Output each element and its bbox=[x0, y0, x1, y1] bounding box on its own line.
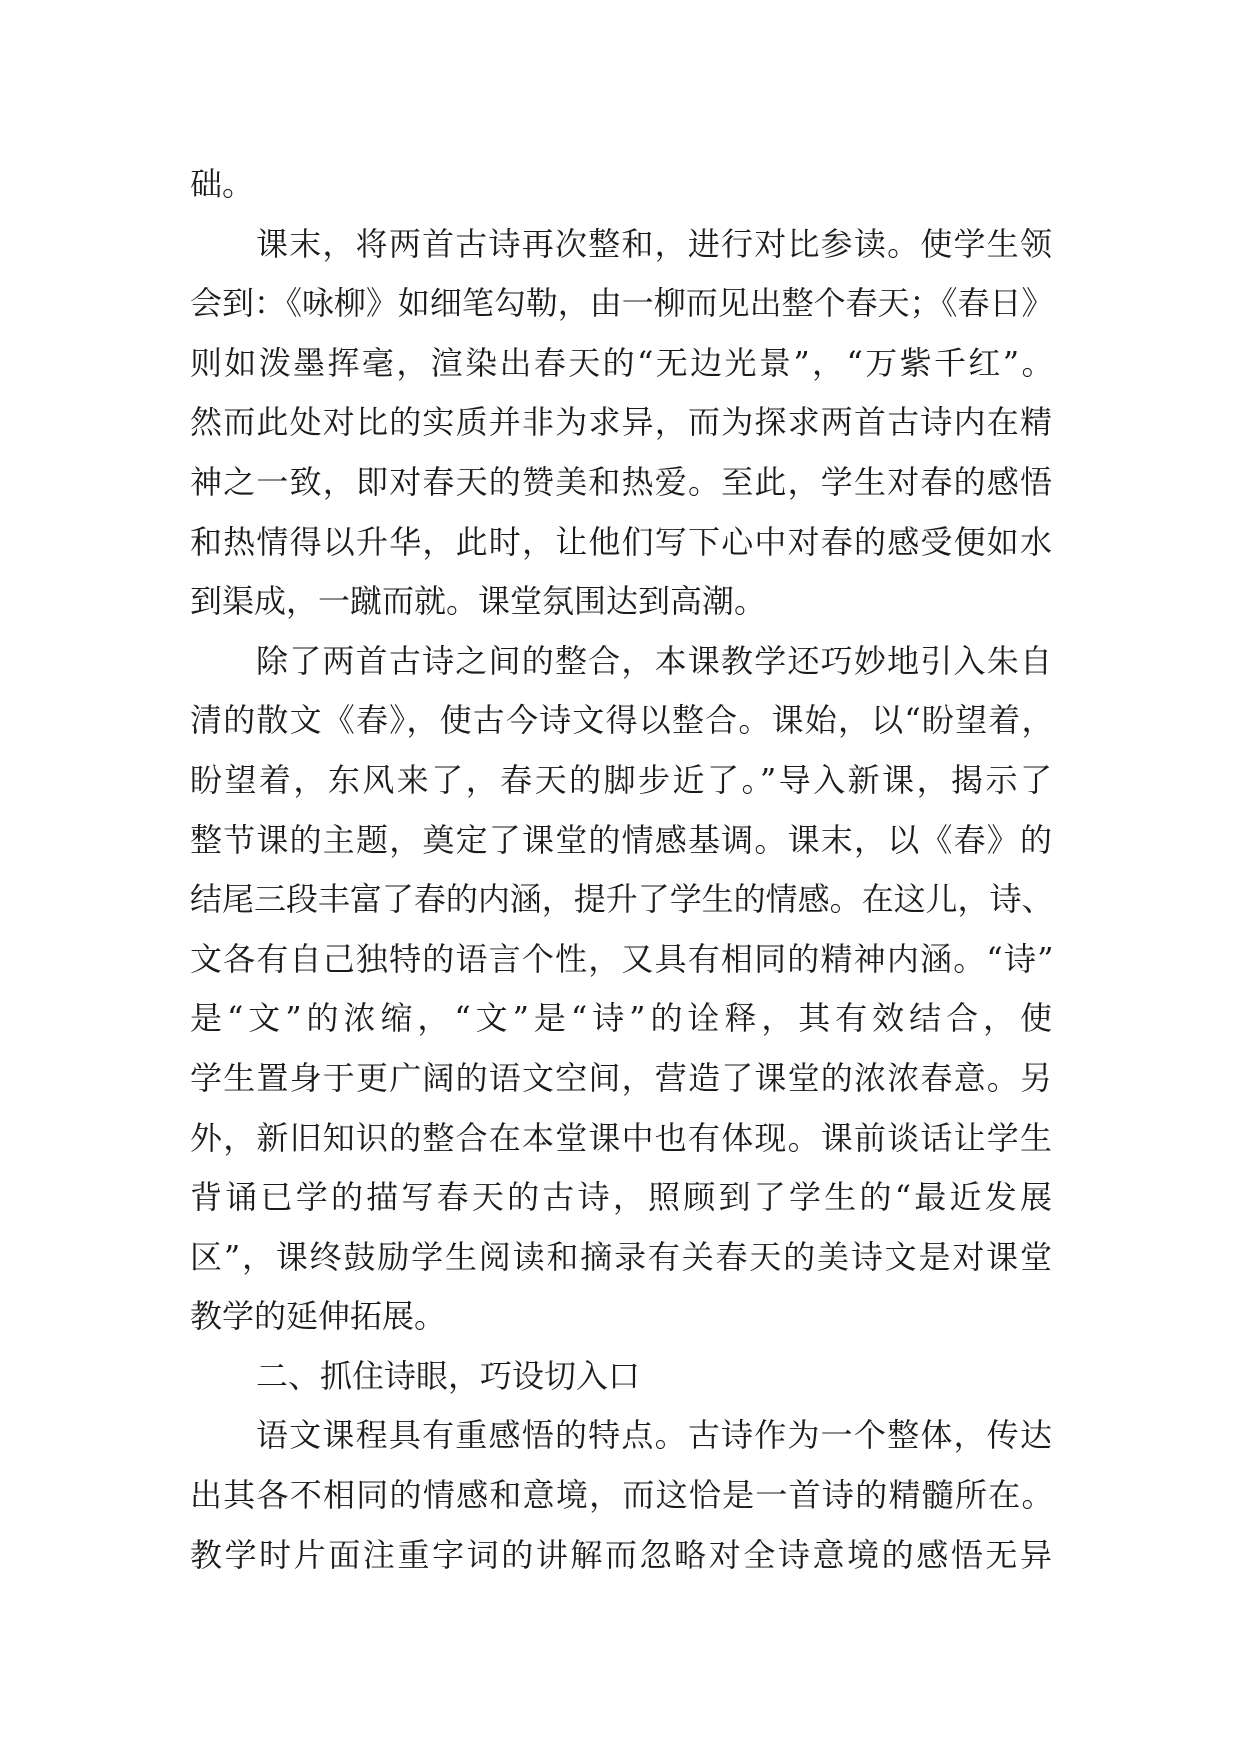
text-line: 到渠成，一蹴而就。课堂氛围达到高潮。 bbox=[190, 582, 767, 621]
text-line: 背诵已学的描写春天的古诗，照顾到了学生的“最近发展 bbox=[190, 1178, 1052, 1217]
text-line: 外，新旧知识的整合在本堂课中也有体现。课前谈话让学生 bbox=[190, 1118, 1052, 1157]
text-line: 除了两首古诗之间的整合，本课教学还巧妙地引入朱自 bbox=[256, 641, 1052, 680]
text-line: 区”，课终鼓励学生阅读和摘录有关春天的美诗文是对课堂 bbox=[190, 1237, 1052, 1276]
text-line: 盼望着，东风来了，春天的脚步近了。”导入新课，揭示了 bbox=[190, 760, 1052, 799]
text-line: 结尾三段丰富了春的内涵，提升了学生的情感。在这儿，诗、 bbox=[190, 880, 1052, 919]
paragraph-integration bbox=[190, 632, 1052, 1347]
text-line: 是“文”的浓缩，“文”是“诗”的诠释，其有效结合，使 bbox=[190, 999, 1052, 1038]
text-line: 文各有自己独特的语言个性，又具有相同的精神内涵。“诗” bbox=[190, 939, 1052, 978]
text-line: 和热情得以升华，此时，让他们写下心中对春的感受便如水 bbox=[190, 522, 1052, 561]
text-line: 整节课的主题，奠定了课堂的情感基调。课末，以《春》的 bbox=[190, 820, 1052, 859]
text-line: 则如泼墨挥毫，渲染出春天的“无边光景”，“万紫千红”。 bbox=[190, 343, 1052, 382]
text-line: 出其各不相同的情感和意境，而这恰是一首诗的精髓所在。 bbox=[190, 1476, 1052, 1515]
text-line: 会到：《咏柳》如细笔勾勒，由一柳而见出整个春天；《春日》 bbox=[190, 284, 1052, 323]
text-line: 教学时片面注重字词的讲解而忽略对全诗意境的感悟无异 bbox=[190, 1535, 1052, 1574]
section-heading-text: 二、抓住诗眼，巧设切入口 bbox=[256, 1356, 641, 1395]
text-line: 清的散文《春》，使古今诗文得以整合。课始，以“盼望着， bbox=[190, 701, 1052, 740]
text-line: 础。 bbox=[190, 165, 255, 203]
paragraph-comparison-reading bbox=[190, 215, 1052, 632]
text-line: 课末，将两首古诗再次整和，进行对比参读。使学生领 bbox=[256, 224, 1052, 263]
section-heading bbox=[190, 1347, 1052, 1407]
text-line: 学生置身于更广阔的语文空间，营造了课堂的浓浓春意。另 bbox=[190, 1058, 1052, 1097]
text-line: 教学的延伸拓展。 bbox=[190, 1297, 447, 1336]
document-body bbox=[190, 155, 1052, 1585]
paragraph-perception bbox=[190, 1406, 1052, 1585]
text-line: 然而此处对比的实质并非为求异，而为探求两首古诗内在精 bbox=[190, 403, 1052, 442]
text-line: 神之一致，即对春天的赞美和热爱。至此，学生对春的感悟 bbox=[190, 462, 1052, 501]
paragraph-continuation bbox=[190, 155, 1052, 215]
text-line: 语文课程具有重感悟的特点。古诗作为一个整体，传达 bbox=[256, 1416, 1052, 1455]
